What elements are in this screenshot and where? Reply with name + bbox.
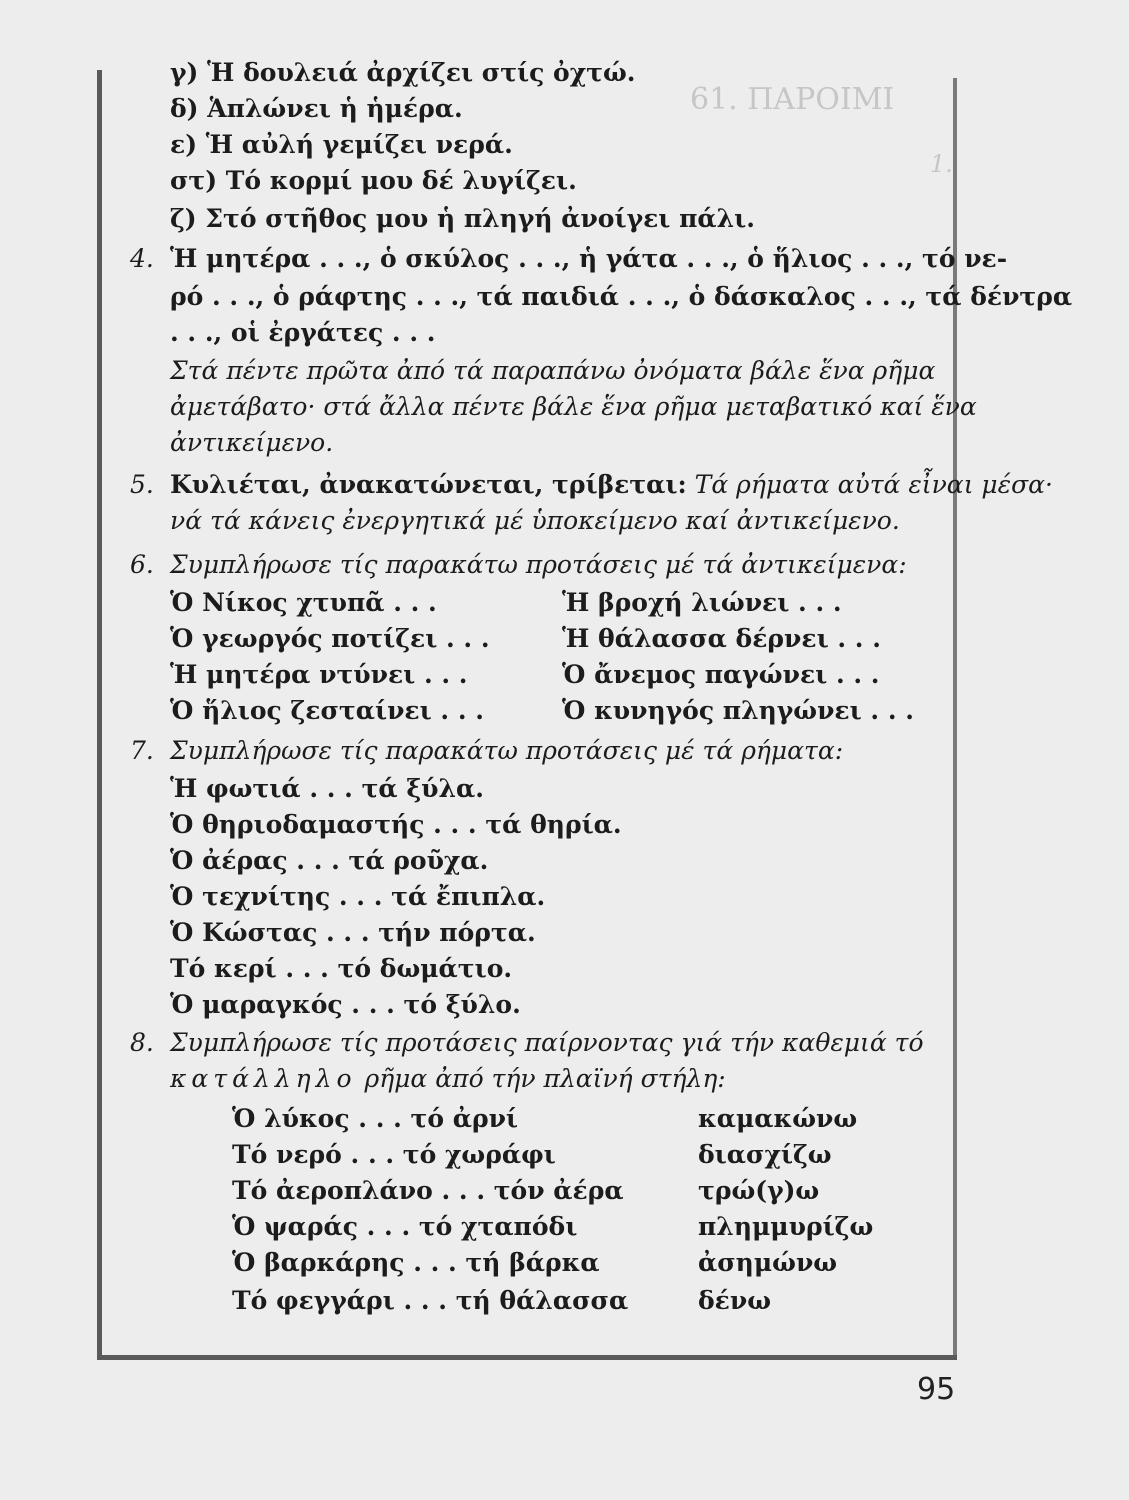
exercise-6-right-item: Ἡ θάλασσα δέρνει . . .	[562, 624, 881, 653]
exercise-6-instruction: Συμπλήρωσε τίς παρακάτω προτάσεις μέ τά ἀντικείμενα:	[170, 550, 907, 579]
exercise-8-sentence: Τό ἀεροπλάνο . . . τόν ἀέρα	[232, 1176, 624, 1205]
exercise-8-verb: δένω	[698, 1286, 772, 1315]
subitem-st: στ) Τό κορμί μου δέ λυγίζει.	[170, 166, 577, 195]
subitem-e: ε) Ἡ αὐλή γεμίζει νερά.	[170, 130, 513, 159]
subitem-z: ζ) Στό στῆθος μου ἡ πληγή ἀνοίγει πάλι.	[170, 204, 755, 233]
exercise-5-number: 5.	[130, 470, 154, 499]
exercise-6-right-item: Ὁ ἄνεμος παγώνει . . .	[562, 660, 880, 689]
exercise-5-verbs: Κυλιέται, ἀνακατώνεται, τρίβεται:	[170, 470, 687, 499]
page-frame-bottom	[97, 1355, 957, 1360]
exercise-8-sentence: Τό φεγγάρι . . . τή θάλασσα	[232, 1286, 629, 1315]
exercise-8-sentence: Τό νερό . . . τό χωράφι	[232, 1140, 556, 1169]
exercise-8-instruction-tail: ρῆμα ἀπό τήν πλαϊνή στήλη:	[356, 1064, 726, 1093]
exercise-6-right-item: Ἡ βροχή λιώνει . . .	[562, 588, 842, 617]
exercise-8-sentence: Ὁ ψαράς . . . τό χταπόδι	[232, 1212, 578, 1241]
exercise-7-instruction: Συμπλήρωσε τίς παρακάτω προτάσεις μέ τά ρήματα:	[170, 736, 844, 765]
exercise-5-line-2: νά τά κάνεις ἐνεργητικά μέ ὑποκείμενο καί ἀντικείμενο.	[170, 506, 900, 535]
subitem-d: δ) Ἁπλώνει ἡ ἡμέρα.	[170, 94, 463, 123]
exercise-4-instruction-1: Στά πέντε πρῶτα ἀπό τά παραπάνω ὀνόματα βάλε ἕνα ρῆμα	[170, 356, 936, 385]
exercise-7-item: Ὁ θηριοδαμαστής . . . τά θηρία.	[170, 810, 622, 839]
exercise-8-instruction-1: Συμπλήρωσε τίς προτάσεις παίρνοντας γιά τήν καθεμιά τό	[170, 1028, 924, 1057]
exercise-6-number: 6.	[130, 550, 154, 579]
exercise-4-line-2: ρό . . ., ὁ ράφτης . . ., τά παιδιά . . ., ὁ δάσκαλος . . ., τά δέντρα	[170, 282, 1073, 311]
exercise-6-left-item: Ἡ μητέρα ντύνει . . .	[170, 660, 468, 689]
exercise-4-instruction-3: ἀντικείμενο.	[170, 428, 334, 457]
exercise-6-left-item: Ὁ γεωργός ποτίζει . . .	[170, 624, 490, 653]
exercise-5-line-1	[170, 470, 1053, 500]
exercise-7-item: Ὁ ἀέρας . . . τά ροῦχα.	[170, 846, 489, 875]
exercise-7-item: Ὁ Κώστας . . . τήν πόρτα.	[170, 918, 536, 947]
exercise-8-sentence: Ὁ βαρκάρης . . . τή βάρκα	[232, 1248, 600, 1277]
exercise-4-line-3: . . ., οἱ ἐργάτες . . .	[170, 318, 436, 347]
exercise-8-verb: ἀσημώνω	[698, 1248, 838, 1277]
exercise-8-emphasized-word: κατάλληλο	[170, 1064, 357, 1093]
page-number: 95	[917, 1372, 956, 1407]
bleed-through-heading: 61. ΠΑΡΟΙΜΙ	[690, 82, 895, 117]
exercise-4-instruction-2: ἀμετάβατο· στά ἄλλα πέντε βάλε ἕνα ρῆμα μεταβατικό καί ἕνα	[170, 392, 977, 421]
exercise-8-number: 8.	[130, 1028, 154, 1057]
exercise-7-item: Ὁ τεχνίτης . . . τά ἔπιπλα.	[170, 882, 546, 911]
page-frame-left	[97, 70, 102, 1360]
exercise-6-left-item: Ὁ Νίκος χτυπᾶ . . .	[170, 588, 437, 617]
subitem-g: γ) Ἡ δουλειά ἀρχίζει στίς ὀχτώ.	[170, 58, 636, 87]
exercise-8-verb: πλημμυρίζω	[698, 1212, 874, 1241]
exercise-7-item: Τό κερί . . . τό δωμάτιο.	[170, 954, 513, 983]
exercise-7-item: Ὁ μαραγκός . . . τό ξύλο.	[170, 990, 521, 1019]
exercise-8-verb: καμακώνω	[698, 1104, 858, 1133]
bleed-through-decoration: 1.	[930, 150, 953, 178]
exercise-6-right-item: Ὁ κυνηγός πληγώνει . . .	[562, 696, 914, 725]
exercise-4-number: 4.	[130, 244, 154, 273]
exercise-7-item: Ἡ φωτιά . . . τά ξύλα.	[170, 774, 484, 803]
exercise-8-instruction-2	[170, 1064, 726, 1094]
exercise-8-sentence: Ὁ λύκος . . . τό ἀρνί	[232, 1104, 519, 1133]
exercise-8-verb: διασχίζω	[698, 1140, 832, 1169]
exercise-4-line-1: Ἡ μητέρα . . ., ὁ σκύλος . . ., ἡ γάτα . . ., ὁ ἥλιος . . ., τό νε-	[170, 244, 1008, 273]
exercise-6-left-item: Ὁ ἥλιος ζεσταίνει . . .	[170, 696, 484, 725]
exercise-5-instruction: Τά ρήματα αὐτά εἶναι μέσα·	[686, 470, 1053, 499]
exercise-7-number: 7.	[130, 736, 154, 765]
exercise-8-verb: τρώ(γ)ω	[698, 1176, 820, 1205]
